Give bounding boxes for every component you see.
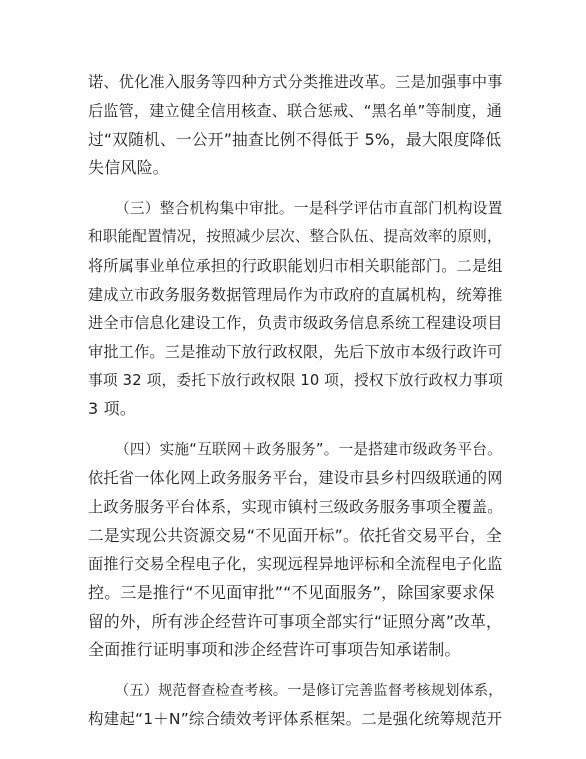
text-line: （三）整合机构集中审批。一是科学评估市直部门机构设置 (115, 200, 503, 217)
text-line: 全面推行证明事项和涉企经营许可事项告知承诺制。 (88, 640, 461, 659)
text-line: 将所属事业单位承担的行政职能划归市相关职能部门。二是组 (88, 257, 503, 275)
text-line: 二是实现公共资源交易“不见面开标”。依托省交易平台，全 (88, 526, 502, 545)
text-line: 3 项。 (88, 399, 137, 418)
text-line: 留的外，所有涉企经营许可事项全部实行“证照分离”改革， (88, 612, 502, 631)
text-line: 建成立市政务服务数据管理局作为市政府的直属机构，统筹推 (88, 286, 503, 304)
text-line: 上政务服务平台体系，实现市镇村三级政务服务事项全覆盖。 (88, 498, 503, 516)
text-line: 构建起“1＋N”综合绩效考评体系框架。二是强化统筹规范开 (88, 710, 503, 728)
text-line: 面推行交易全程电子化，实现远程异地评标和全流程电子化监 (88, 555, 503, 573)
text-line: 过“双随机、一公开”抽查比例不得低于 5%，最大限度降低 (88, 130, 502, 149)
text-line: 审批工作。三是推动下放行政权限，先后下放市本级行政许可 (88, 343, 503, 361)
text-line: 后监管，建立健全信用核查、联合惩戒、“黑名单”等制度，通 (88, 102, 503, 120)
text-line: 事项 32 项，委托下放行政权限 10 项，授权下放行政权力事项 (88, 372, 503, 389)
text-line: （四）实施“互联网＋政务服务”。一是搭建市级政务平台。 (115, 441, 502, 458)
text-line: 依托省一体化网上政务服务平台，建设市县乡村四级联通的网 (88, 469, 503, 487)
text-line: （五）规范督查检查考核。一是修订完善监督考核规划体系， (115, 683, 503, 699)
text-line: 失信风险。 (88, 158, 170, 177)
text-line: 和职能配置情况，按照减少层次、整合队伍、提高效率的原则， (88, 228, 502, 245)
text-line: 进全市信息化建设工作，负责市级政务信息系统工程建设项目 (88, 314, 503, 332)
text-line: 诺、优化准入服务等四种方式分类推进改革。三是加强事中事 (88, 73, 503, 91)
text-line: 控。三是推行“不见面审批”“不见面服务”，除国家要求保 (88, 583, 495, 602)
